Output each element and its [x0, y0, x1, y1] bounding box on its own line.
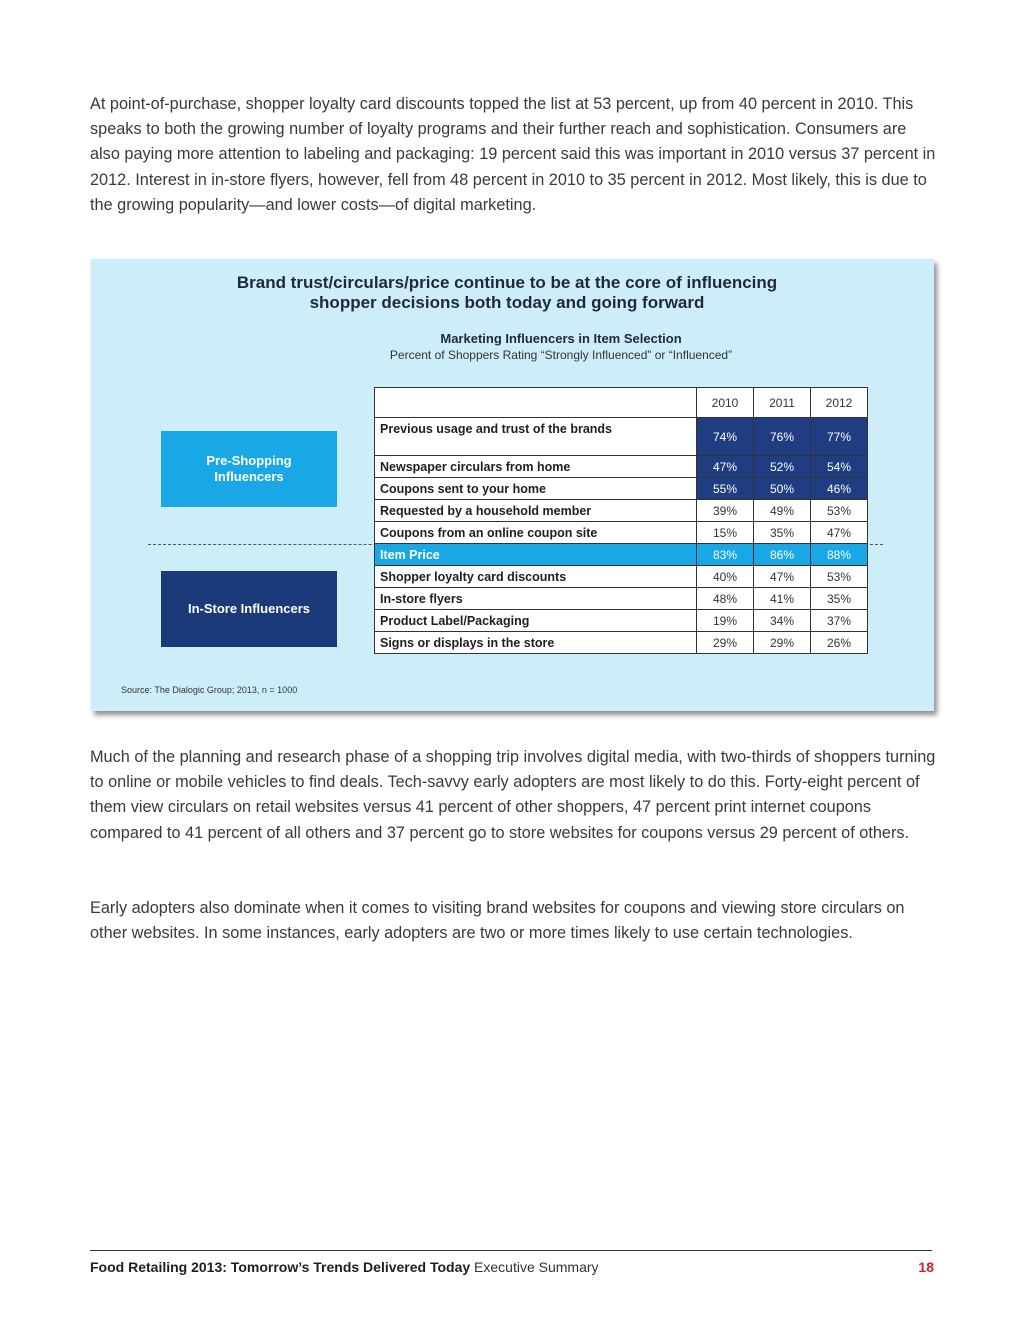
value-cell: 47% [754, 566, 811, 588]
row-label: Requested by a household member [375, 500, 697, 522]
table-row [375, 566, 868, 588]
row-label: Previous usage and trust of the brands [375, 418, 697, 456]
table-row [375, 610, 868, 632]
page-number: 18 [918, 1259, 934, 1275]
table-row [375, 522, 868, 544]
value-cell: 53% [811, 500, 868, 522]
value-cell: 76% [754, 418, 811, 456]
pre-shopping-label-line-1: Pre-Shopping [206, 453, 292, 468]
pre-shopping-label-line-2: Influencers [214, 469, 284, 484]
row-label: Newspaper circulars from home [375, 456, 697, 478]
row-label: Coupons sent to your home [375, 478, 697, 500]
source-note: Source: The Dialogic Group; 2013, n = 1000 [121, 685, 298, 695]
value-cell: 19% [697, 610, 754, 632]
value-cell: 53% [811, 566, 868, 588]
in-store-label-text: In-Store Influencers [187, 601, 311, 616]
table-row [375, 544, 868, 566]
value-cell: 54% [811, 456, 868, 478]
pre-shopping-group-label [161, 431, 337, 507]
value-cell: 74% [697, 418, 754, 456]
table-row [375, 632, 868, 654]
value-cell: 48% [697, 588, 754, 610]
table-row [375, 418, 868, 456]
in-store-group-label [161, 571, 337, 647]
header-blank-cell [375, 388, 697, 418]
table-row [375, 456, 868, 478]
value-cell: 55% [697, 478, 754, 500]
figure-title-line-2: shopper decisions both today and going forward [309, 293, 705, 312]
column-header: 2012 [811, 388, 868, 418]
figure-panel [91, 259, 934, 711]
column-header: 2010 [697, 388, 754, 418]
value-cell: 29% [754, 632, 811, 654]
table-row [375, 500, 868, 522]
row-label: Item Price [375, 544, 697, 566]
value-cell: 47% [811, 522, 868, 544]
table-row [375, 478, 868, 500]
value-cell: 47% [697, 456, 754, 478]
value-cell: 41% [754, 588, 811, 610]
footer-rule [90, 1250, 932, 1251]
row-label: Coupons from an online coupon site [375, 522, 697, 544]
value-cell: 52% [754, 456, 811, 478]
column-header: 2011 [754, 388, 811, 418]
table-header-row [375, 388, 868, 418]
value-cell: 37% [811, 610, 868, 632]
value-cell: 34% [754, 610, 811, 632]
influencers-table [374, 387, 868, 654]
footer-title [90, 1259, 599, 1275]
footer-title-bold: Food Retailing 2013: Tomorrow’s Trends Delivered Today [90, 1259, 471, 1275]
figure-title [91, 273, 923, 313]
row-label: Product Label/Packaging [375, 610, 697, 632]
value-cell: 35% [754, 522, 811, 544]
value-cell: 83% [697, 544, 754, 566]
value-cell: 86% [754, 544, 811, 566]
chart-subheading: Percent of Shoppers Rating “Strongly Influenced” or “Influenced” [389, 348, 733, 362]
intro-paragraph: At point-of-purchase, shopper loyalty card discounts topped the list at 53 percent, up from 40 percent in 2010. This speaks to both the growing number of loyalty programs and their further reach and sophistication. Consumers are also paying more attention to labeling and packaging: 19 percent said this was important in 2010 versus 37 percent in 2012. Interest in in-store flyers, however, fell from 48 percent in 2010 to 35 percent in 2012. Most likely, this is due to the growing popularity—and lower costs—of digital marketing. [90, 95, 936, 214]
row-label: In-store flyers [375, 588, 697, 610]
value-cell: 40% [697, 566, 754, 588]
table-row [375, 588, 868, 610]
value-cell: 88% [811, 544, 868, 566]
body-paragraph-early-adopters: Early adopters also dominate when it comes to visiting brand websites for coupons and viewing store circulars on other websites. In some instances, early adopters are two or more times likely to use certain technologies. [90, 899, 905, 943]
figure-title-line-1: Brand trust/circulars/price continue to be at the core of influencing [236, 273, 778, 292]
row-label: Signs or displays in the store [375, 632, 697, 654]
value-cell: 49% [754, 500, 811, 522]
value-cell: 50% [754, 478, 811, 500]
footer-title-regular: Executive Summary [474, 1259, 599, 1275]
value-cell: 46% [811, 478, 868, 500]
value-cell: 35% [811, 588, 868, 610]
value-cell: 77% [811, 418, 868, 456]
value-cell: 15% [697, 522, 754, 544]
value-cell: 39% [697, 500, 754, 522]
chart-heading: Marketing Influencers in Item Selection [440, 331, 682, 346]
value-cell: 29% [697, 632, 754, 654]
value-cell: 26% [811, 632, 868, 654]
body-paragraph-digital-media: Much of the planning and research phase of a shopping trip involves digital media, with two-thirds of shoppers turning to online or mobile vehicles to find deals. Tech-savvy early adopters are most likely to do this. Forty-eight percent of them view circulars on retail websites versus 41 percent of other shoppers, 47 percent print internet coupons compared to 41 percent of all others and 37 percent go to store websites for coupons versus 29 percent of others. [90, 748, 936, 842]
row-label: Shopper loyalty card discounts [375, 566, 697, 588]
